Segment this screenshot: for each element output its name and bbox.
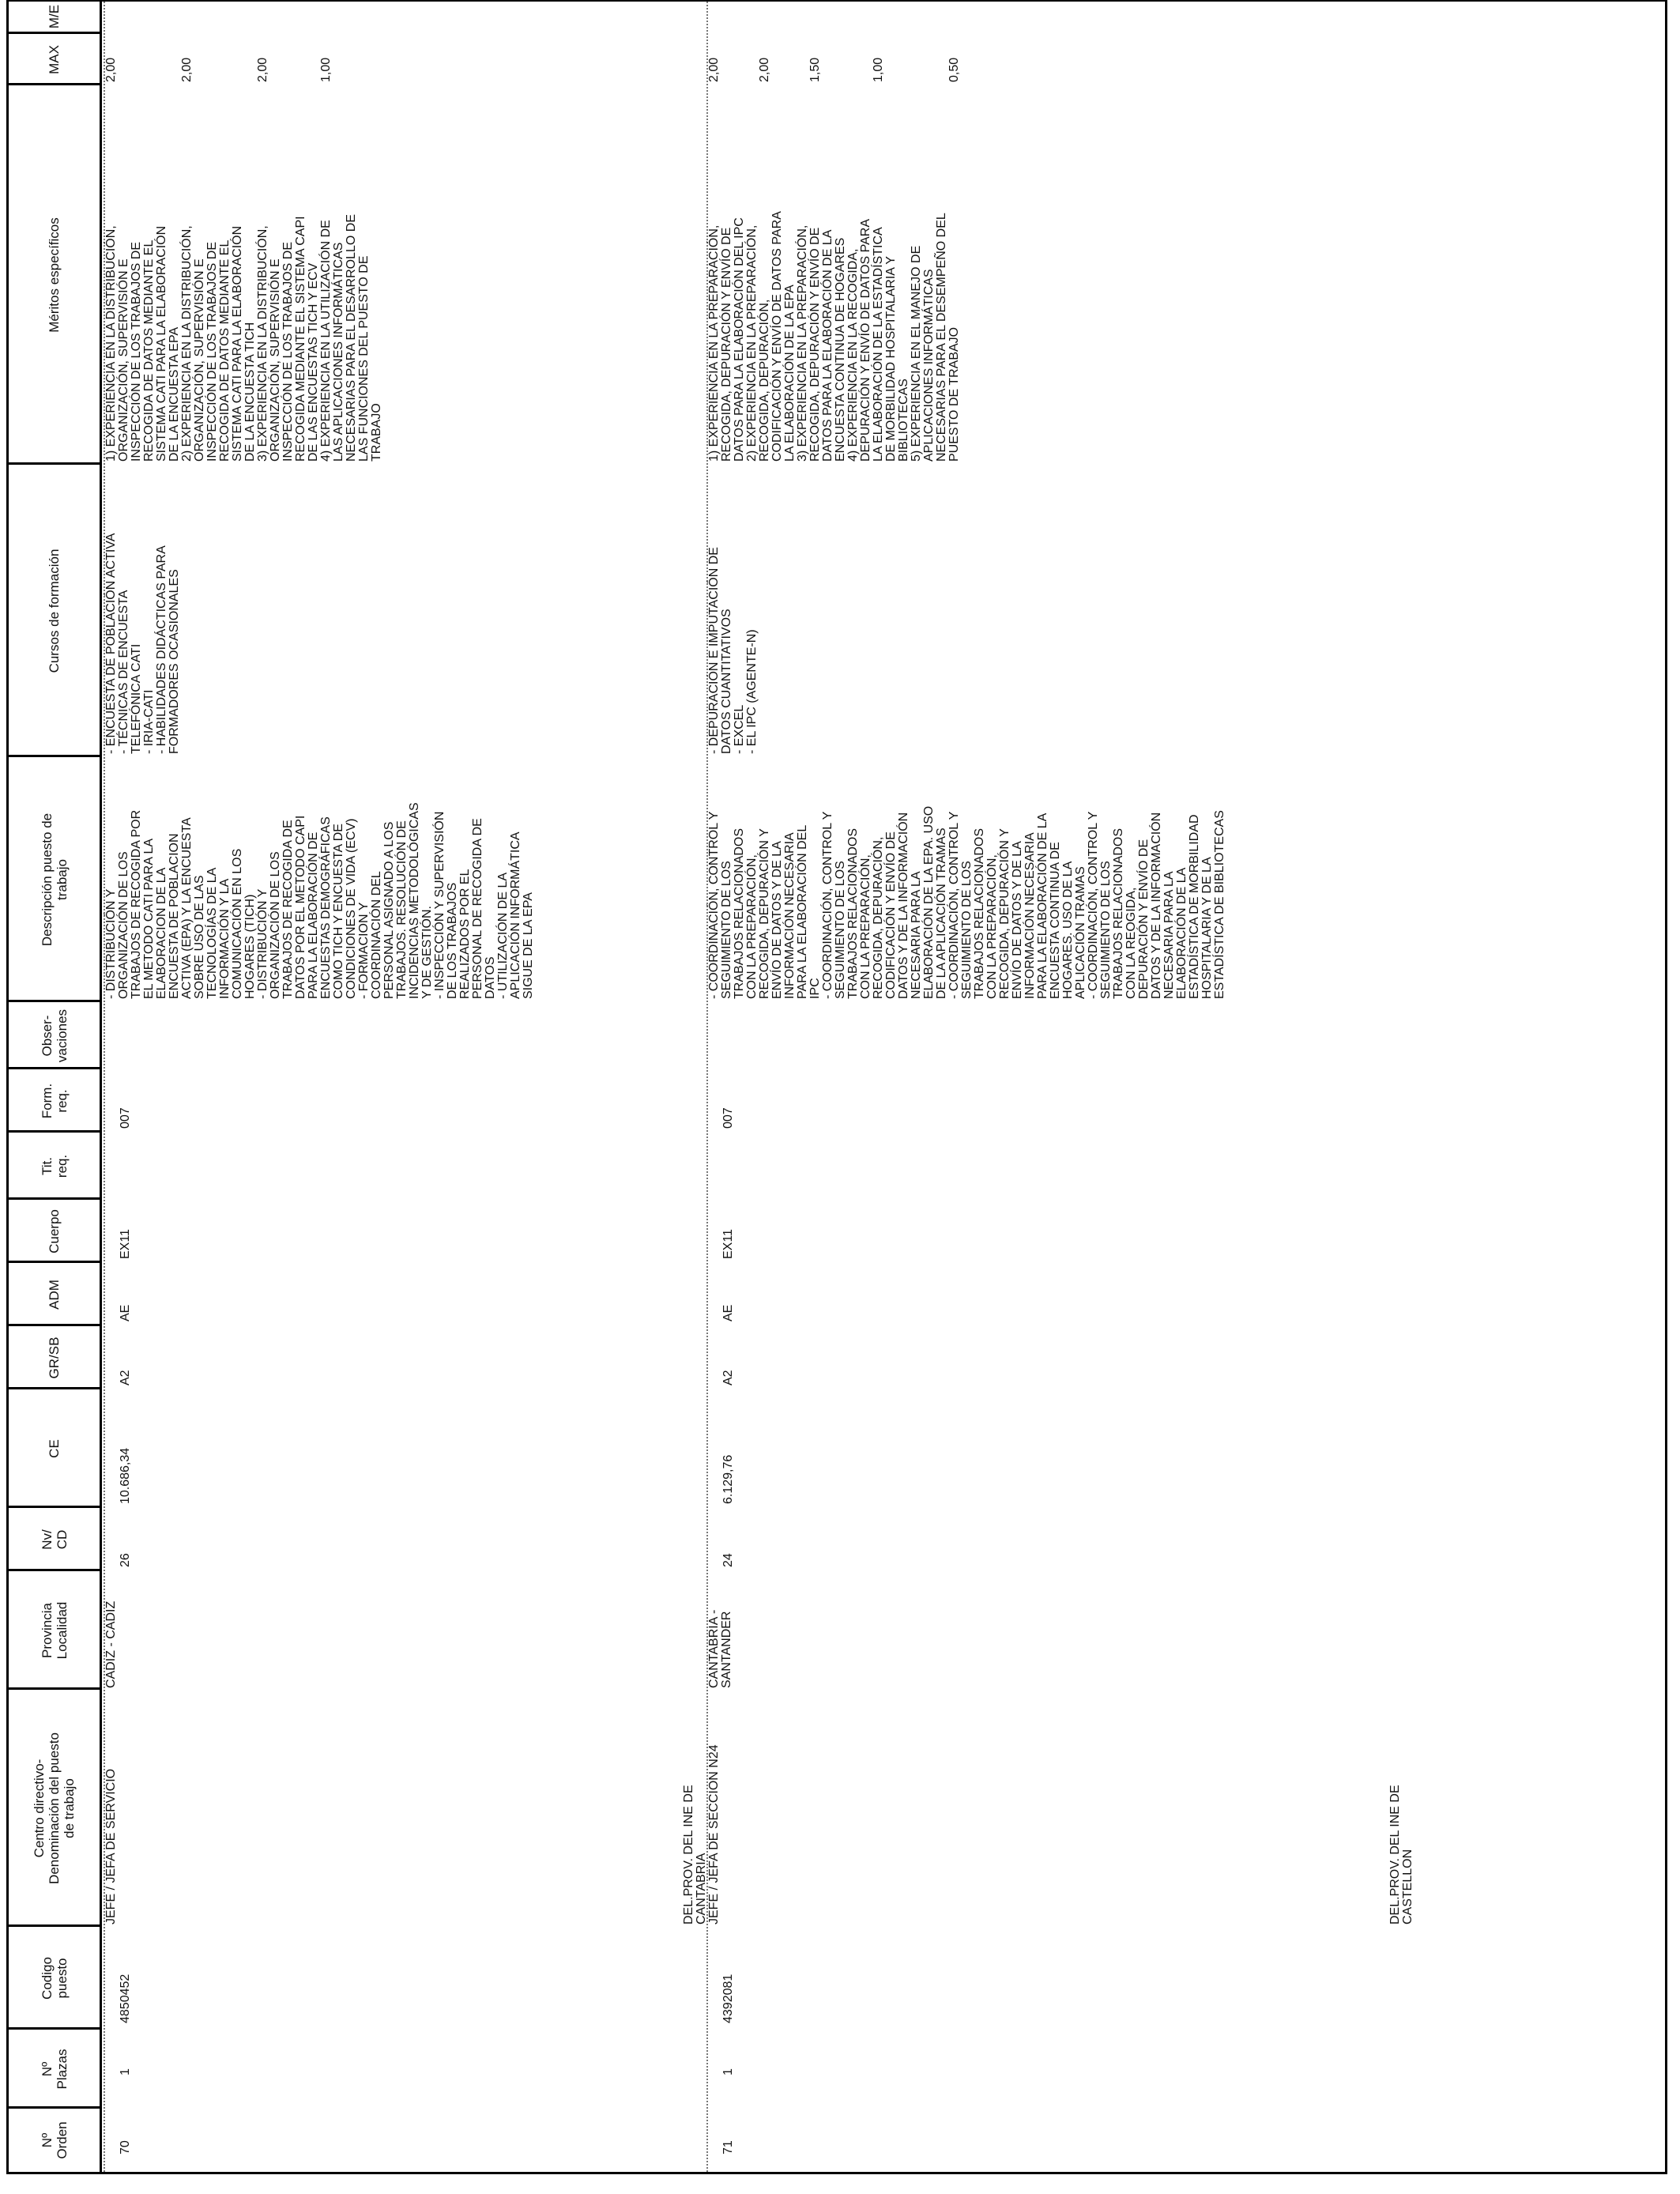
descripcion-line: - DISTRIBUCIÓN Y	[256, 888, 269, 999]
descripcion-line: - INSPECCIÓN Y SUPERVISIÓN	[433, 811, 446, 999]
descripcion-line: ELABORACIÓN DE LA EPA. USO	[922, 805, 936, 999]
cell-provincia: CADIZ - CADIZ	[104, 1600, 118, 1688]
header-me: M/E	[47, 4, 62, 29]
max-value: 2,00	[256, 57, 269, 82]
descripcion-line: INFORMACIÓN NECESARIA	[1023, 832, 1037, 999]
cursos-line: DATOS CUANTITATIVOS	[720, 609, 733, 754]
cell-grupo: A2	[119, 1370, 132, 1385]
descripcion-line: SOBRE USO DE LAS	[193, 875, 206, 999]
meritos-line: 2) EXPERIENCIA EN LA DISTRIBUCIÓN,	[180, 225, 194, 462]
cell-nivel: 24	[721, 1553, 735, 1567]
cell-centro: JEFE / JEFA DE SECCION N24	[707, 1744, 721, 1924]
meritos-line: LA ELABORACIÓN DE LA ESTADÍSTICA	[872, 227, 885, 462]
descripcion-line: ESTADÍSTICA DE BIBLIOTECAS	[1213, 810, 1226, 999]
descripcion-line: TRABAJOS RELACIONADOS	[846, 827, 860, 999]
descripcion-line: NECESARIA PARA LA	[1162, 871, 1176, 999]
descripcion-line: PARA LA ELABORACIÓN DEL	[796, 824, 809, 999]
meritos-line: SISTEMA CATI PARA LA ELABORACIÓN	[155, 225, 168, 462]
cursos-line: - EXCEL	[733, 704, 746, 754]
meritos-line: DE LAS ENCUESTAS TICH Y ECV	[307, 262, 320, 462]
meritos-line: SISTEMA CATI PARA LA ELABORACIÓN	[231, 225, 244, 462]
header-plazas: Nº Plazas	[39, 2049, 70, 2090]
cell-orden: 71	[721, 2140, 735, 2154]
descripcion-line: DATOS Y DE LA INFORMACIÓN	[897, 812, 910, 999]
meritos-line: ORGANIZACIÓN, SUPERVISIÓN E	[193, 258, 206, 462]
descripcion-line: CONDICIONES DE VIDA (ECV)	[345, 818, 358, 999]
meritos-line: BIBLIOTECAS	[897, 379, 910, 462]
max-value: 1,00	[319, 57, 333, 82]
max-value: 1,00	[872, 57, 885, 82]
descripcion-line: INFORMACIÓN Y LA	[218, 878, 232, 999]
descripcion-line: ENCUESTAS DEMOGRÁFICAS	[319, 816, 333, 999]
cell-orden: 70	[119, 2140, 132, 2154]
meritos-line: APLICACIONES INFORMÁTICAS	[922, 269, 936, 462]
meritos-line: TRABAJO	[370, 403, 383, 462]
descripcion-line: CON LA PREPARACIÓN,	[985, 854, 999, 999]
header-provincia: Provincia Localidad	[39, 1601, 70, 1660]
meritos-line: RECOGIDA, DEPURACIÓN Y ENVÍO DE	[720, 227, 733, 462]
cursos-line: FORMADORES OCASIONALES	[168, 569, 181, 754]
meritos-line: DATOS PARA LA ELABORACIÓN DEL IPC	[733, 217, 746, 462]
cursos-line: - EL IPC (AGENTE-N)	[745, 629, 759, 754]
descripcion-line: COMUNICACIÓN EN LOS	[231, 848, 244, 999]
descripcion-line: DE LOS TRABAJOS	[446, 882, 459, 999]
descripcion-line: TRABAJOS RELACIONADOS	[733, 827, 746, 999]
descripcion-line: NECESARIA PARA LA	[910, 871, 923, 999]
meritos-line: DE LA ENCUESTA TICH	[243, 322, 257, 462]
header-ce: CE	[47, 1439, 62, 1458]
descripcion-line: Y DE GESTIÓN.	[420, 906, 434, 999]
descripcion-line: - COORDINACIÓN, CONTROL Y	[1087, 811, 1100, 999]
header-cuerpo: Cuerpo	[47, 1209, 62, 1253]
cell-codigo: 4392081	[721, 1973, 735, 2023]
meritos-line: 3) EXPERIENCIA EN LA PREPARACIÓN,	[796, 224, 809, 462]
descripcion-line: SEGUIMIENTO DE LOS	[1099, 861, 1113, 999]
meritos-line: INSPECCIÓN DE LOS TRABAJOS DE	[281, 242, 295, 462]
max-value: 1,50	[808, 57, 822, 82]
meritos-line: 3) EXPERIENCIA EN LA DISTRIBUCIÓN,	[256, 225, 269, 462]
descripcion-line: DATOS POR EL METODO CAPI	[294, 815, 307, 999]
descripcion-line: DATOS	[484, 956, 497, 999]
meritos-line: RECOGIDA MEDIANTE EL SISTEMA CAPI	[294, 216, 307, 462]
meritos-line: LA ELABORACIÓN DE LA EPA	[783, 285, 797, 462]
descripcion-line: - COORDINACIÓN, CONTROL Y	[707, 811, 721, 999]
meritos-line: NECESARIAS PARA EL DESARROLLO DE	[345, 214, 358, 462]
meritos-line: DEPURACIÓN Y ENVÍO DE DATOS PARA	[859, 218, 872, 462]
header-observaciones: Obser- vaciones	[39, 1008, 70, 1063]
descripcion-line: TECNOLOGÍAS DE LA	[205, 867, 219, 999]
descripcion-line: SEGUIMIENTO DE LOS	[834, 861, 847, 999]
descripcion-line: - COORDINACIÓN, CONTROL Y	[821, 811, 834, 999]
descripcion-line: INFORMACIÓN NECESARIA	[783, 832, 797, 999]
cell-ce: 6.129,76	[721, 1454, 735, 1504]
descripcion-line: TRABAJOS DE RECOGIDA POR	[130, 809, 143, 999]
max-value: 2,00	[707, 57, 721, 82]
descripcion-line: CON LA REOGIDA,	[1124, 887, 1138, 999]
descripcion-line: CON LA PREPARACIÓN,	[745, 854, 759, 999]
descripcion-line: TRABAJOS RELACIONADOS	[1112, 827, 1125, 999]
cell-adm: AE	[119, 1304, 132, 1321]
cell-provincia: CANTABRIA - SANTANDER	[707, 1609, 733, 1688]
header-nivel: Nv/ CD	[39, 1529, 70, 1550]
header-grupo: GR/SB	[47, 1336, 62, 1379]
descripcion-line: TRABAJOS. RESOLUCIÓN DE	[395, 820, 409, 999]
descripcion-line: PARA LA ELABORACIÓN DE LA	[1036, 812, 1049, 999]
meritos-line: 2) EXPERIENCIA EN LA PREPARACIÓN,	[745, 224, 759, 462]
cell-formacion: 007	[119, 1107, 132, 1129]
cell-formacion: 007	[721, 1107, 735, 1129]
header-codigo: Codigo puesto	[39, 1957, 70, 2000]
descripcion-line: - UTILIZACIÓN DE LA	[496, 872, 510, 999]
cursos-line: - HABILIDADES DIDÁCTICAS PARA	[155, 545, 168, 754]
descripcion-line: ORGANIZACIÓN DE LOS	[269, 851, 282, 999]
meritos-line: RECOGIDA DE DATOS MEDIANTE EL	[218, 239, 232, 462]
cell-grupo: A2	[721, 1370, 735, 1385]
descripcion-line: TRABAJOS RELACIONADOS	[973, 827, 986, 999]
descripcion-line: RECOGIDA, DEPURACIÓN Y	[758, 828, 771, 999]
meritos-line: 4) EXPERIENCIA EN LA RECOGIDA,	[846, 248, 860, 462]
max-value: 2,00	[758, 57, 771, 82]
meritos-line: 1) EXPERIENCIA EN LA PREPARACIÓN,	[707, 224, 721, 462]
descripcion-line: COORDINACIÓN DEL	[370, 871, 383, 999]
descripcion-line: ESTADÍSTICA DE MORBILIDAD	[1188, 814, 1201, 999]
descripcion-line: PARA LA ELABORACIÓN DE	[307, 831, 320, 999]
meritos-line: 5) EXPERIENCIA EN EL MANEJO DE	[910, 245, 923, 462]
meritos-line: LAS APLICACIONES INFORMÁTICAS	[332, 242, 345, 462]
cursos-line: - ENCUESTA DE POBLACIÓN ACTIVA	[104, 533, 118, 754]
max-value: 2,00	[104, 57, 118, 82]
descripcion-line: RECOGIDA, DEPURACIÓN,	[872, 836, 885, 999]
cell-centro-organismo: DEL.PROV. DEL INE DE CANTABRIA	[682, 1785, 708, 1924]
meritos-line: INSPECCIÓN DE LOS TRABAJOS DE	[130, 242, 143, 462]
meritos-line: PUESTO DE TRABAJO	[947, 326, 961, 462]
descripcion-line: EL METODO CATI PARA LA	[142, 838, 156, 999]
descripcion-line: PERSONAL DE RECOGIDA DE	[471, 818, 484, 999]
meritos-line: ENCUESTA CONTINUA DE HOGARES	[834, 237, 847, 462]
meritos-line: ORGANIZACIÓN, SUPERVISIÓN E	[269, 258, 282, 462]
cell-nivel: 26	[119, 1553, 132, 1567]
descripcion-line: APLICACIÓN INFORMÁTICA	[509, 831, 522, 999]
meritos-line: CODIFICACIÓN Y ENVÍO DE DATOS PARA	[770, 211, 784, 462]
table-row	[9, 2, 1670, 2172]
meritos-line: 4) EXPERIENCIA EN LA UTILIZACIÓN DE	[319, 220, 333, 462]
cell-cuerpo: EX11	[119, 1229, 132, 1259]
descripcion-line: DE LA APLICACIÓN TRAMAS	[935, 827, 948, 999]
meritos-line: ORGANIZACIÓN, SUPERVISIÓN E	[117, 258, 130, 462]
cell-centro-organismo: DEL.PROV. DEL INE DE CASTELLON	[1388, 1785, 1414, 1924]
descripcion-line: DATOS Y DE LA INFORMACIÓN	[1150, 812, 1163, 999]
descripcion-line: CODIFICACIÓN Y ENVÍO DE	[884, 831, 898, 999]
descripcion-line: ENCUESTA DE POBLACION	[168, 833, 181, 999]
header-orden: Nº Orden	[39, 2121, 70, 2159]
cell-centro: JEFE / JEFA DE SERVICIO	[104, 1768, 118, 1924]
cursos-line: - DEPURACIÓN E IMPUTACIÓN DE	[707, 547, 721, 754]
header-centro: Centro directivo- Denominación del puesto de trabajo	[32, 1732, 77, 1884]
meritos-line: NECESARIAS PARA EL DESEMPEÑO DEL	[935, 213, 948, 462]
descripcion-line: DEPURACIÓN Y ENVÍO DE	[1137, 839, 1151, 999]
cell-plazas: 1	[119, 2068, 132, 2075]
meritos-line: LAS FUNCIONES DEL PUESTO DE	[357, 255, 371, 462]
cell-adm: AE	[721, 1304, 735, 1321]
meritos-line: 1) EXPERIENCIA EN LA DISTRIBUCIÓN,	[104, 225, 118, 462]
header-cursos: Cursos de formación	[47, 548, 62, 673]
max-value: 2,00	[180, 57, 194, 82]
descripcion-line: - DISTRIBUCIÓN Y	[104, 888, 118, 999]
meritos-line: DE MORBILIDAD HOSPITALARIA Y	[884, 256, 898, 462]
descripcion-line: ENVÍO DE DATOS Y DE LA	[770, 841, 784, 999]
cell-cuerpo: EX11	[721, 1229, 735, 1259]
meritos-line: RECOGIDA, DEPURACIÓN Y ENVÍO DE	[808, 227, 822, 462]
descripcion-line: CON LA PREPARACIÓN,	[859, 854, 872, 999]
meritos-line: DATOS PARA LA ELABORACIÓN DE LA	[821, 229, 834, 462]
descripcion-line: HOGARES. USO DE LA	[1061, 861, 1075, 999]
descripcion-line: SIGUE DE LA EPA	[522, 892, 535, 999]
meritos-line: RECOGIDA DE DATOS MEDIANTE EL	[142, 239, 156, 462]
meritos-line: DE LA ENCUESTA EPA	[168, 326, 181, 462]
descripcion-line: SEGUIMIENTO DE LOS	[960, 861, 974, 999]
descripcion-line: TRABAJOS DE RECOGIDA DE	[281, 820, 295, 999]
descripcion-line: REALIZADOS POR EL	[458, 869, 472, 999]
descripcion-line: APLICACIÓN TRAMAS	[1074, 866, 1087, 999]
header-descripcion: Descripción puesto de trabajo	[39, 812, 70, 947]
descripcion-line: HOSPITALARIA Y DE LA	[1200, 857, 1214, 999]
descripcion-line: ACTIVA (EPA) Y LA ENCUESTA	[180, 817, 194, 999]
descripcion-line: RECOGIDA, DEPURACIÓN Y	[998, 828, 1011, 999]
cursos-line: TELEFÓNICA CATI	[130, 643, 143, 754]
header-meritos: Méritos específicos	[47, 217, 62, 333]
descripcion-line: ORGANIZACIÓN DE LOS	[117, 851, 130, 999]
cursos-line: - TÉCNICAS DE ENCUESTA	[117, 590, 130, 754]
header-titulacion: Tit. req.	[39, 1154, 70, 1178]
header-max: MAX	[47, 45, 62, 74]
descripcion-line: PERSONAL ASIGNADO A LOS	[382, 821, 396, 999]
cell-ce: 10.686,34	[119, 1447, 132, 1504]
descripcion-line: IPC	[808, 978, 822, 999]
meritos-line: RECOGIDA, DEPURACIÓN,	[758, 299, 771, 462]
descripcion-line: COMO TICH Y ENCUESTA DE	[332, 824, 345, 999]
cell-plazas: 1	[721, 2068, 735, 2075]
meritos-line: INSPECCIÓN DE LOS TRABAJOS DE	[205, 242, 219, 462]
descripcion-line: HOGARES (TICH)	[243, 894, 257, 999]
descripcion-line: - COORDINACIÓN, CONTROL Y	[947, 811, 961, 999]
descripcion-line: ENCUESTA CONTINUA DE	[1049, 842, 1062, 999]
max-value: 0,50	[947, 57, 961, 82]
descripcion-line: ELABORACION DE LA	[155, 867, 168, 999]
header-adm: ADM	[47, 1280, 62, 1310]
header-formacion: Form. req.	[39, 1083, 70, 1119]
cursos-line: - IRIA-CATI	[142, 689, 156, 754]
descripcion-line: INCIDENCIAS METODOLÓGICAS	[408, 802, 421, 999]
cell-codigo: 4850452	[119, 1973, 132, 2023]
descripcion-line: - FORMACION Y	[357, 902, 371, 999]
descripcion-line: ELABORACIÓN DE LA	[1175, 867, 1188, 999]
job-positions-table	[6, 0, 1667, 2174]
descripcion-line: ENVÍO DE DATOS Y DE LA	[1011, 841, 1024, 999]
descripcion-line: SEGUIMIENTO DE LOS	[720, 861, 733, 999]
